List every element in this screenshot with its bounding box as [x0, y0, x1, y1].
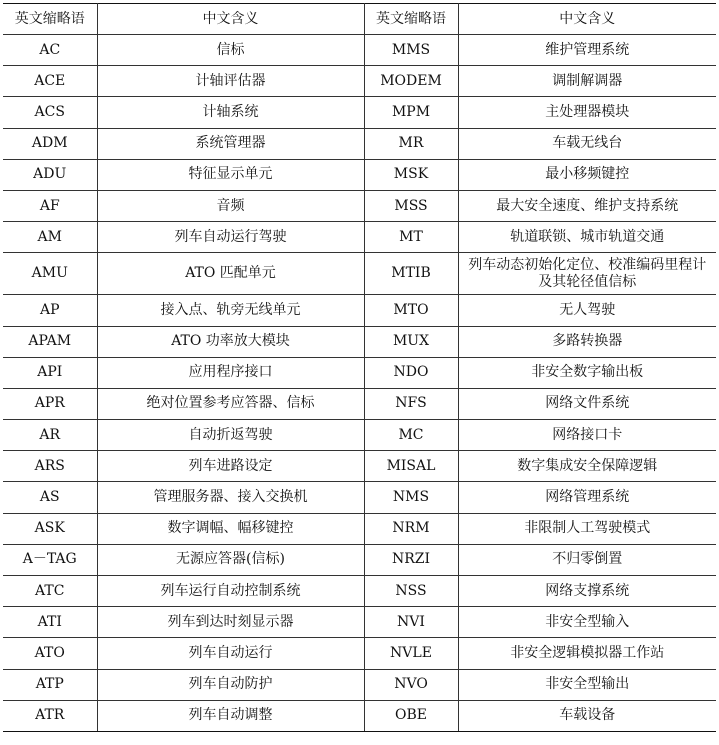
meaning-right-cell: 多路转换器	[458, 326, 716, 357]
abbr-left-cell: AC	[3, 35, 97, 66]
abbr-left-cell: APR	[3, 388, 97, 419]
table-row	[3, 451, 716, 482]
abbr-right-cell: NRZI	[364, 544, 458, 575]
meaning-right-cell: 维护管理系统	[458, 35, 716, 66]
header-abbr-right: 英文缩略语	[364, 4, 458, 35]
header-abbr-left: 英文缩略语	[3, 4, 97, 35]
meaning-left-cell: 数字调幅、幅移键控	[97, 513, 364, 544]
table-row	[3, 295, 716, 326]
abbr-right-cell: MSS	[364, 190, 458, 221]
abbr-left-cell: ASK	[3, 513, 97, 544]
abbr-right-cell: NVO	[364, 669, 458, 700]
abbr-left-cell: AR	[3, 420, 97, 451]
abbr-right-cell: NSS	[364, 576, 458, 607]
meaning-left-cell: 绝对位置参考应答器、信标	[97, 388, 364, 419]
meaning-left-cell: 列车进路设定	[97, 451, 364, 482]
table-header-row	[3, 4, 716, 35]
meaning-left-cell: 接入点、轨旁无线单元	[97, 295, 364, 326]
abbr-right-cell: NVLE	[364, 638, 458, 669]
abbr-left-cell: ADM	[3, 128, 97, 159]
meaning-left-cell: 信标	[97, 35, 364, 66]
meaning-right-cell: 最小移频键控	[458, 159, 716, 190]
abbr-left-cell: AP	[3, 295, 97, 326]
abbr-left-cell: ACE	[3, 66, 97, 97]
meaning-right-cell: 车载无线台	[458, 128, 716, 159]
table-row	[3, 128, 716, 159]
table-row	[3, 513, 716, 544]
meaning-left-cell: 特征显示单元	[97, 159, 364, 190]
abbr-left-cell: ADU	[3, 159, 97, 190]
abbr-right-cell: MTIB	[364, 253, 458, 295]
meaning-left-cell: 列车自动运行	[97, 638, 364, 669]
abbr-right-cell: OBE	[364, 700, 458, 731]
meaning-right-cell: 主处理器模块	[458, 97, 716, 128]
meaning-left-cell: 应用程序接口	[97, 357, 364, 388]
header-meaning-right: 中文含义	[458, 4, 716, 35]
meaning-right-cell: 最大安全速度、维护支持系统	[458, 190, 716, 221]
abbr-left-cell: AS	[3, 482, 97, 513]
abbr-right-cell: MPM	[364, 97, 458, 128]
meaning-left-cell: 列车自动防护	[97, 669, 364, 700]
table-row	[3, 544, 716, 575]
abbr-right-cell: MISAL	[364, 451, 458, 482]
table-row	[3, 576, 716, 607]
table-row	[3, 420, 716, 451]
meaning-right-cell: 网络管理系统	[458, 482, 716, 513]
table-row	[3, 638, 716, 669]
abbr-right-cell: NMS	[364, 482, 458, 513]
abbr-left-cell: APAM	[3, 326, 97, 357]
abbr-left-cell: A－TAG	[3, 544, 97, 575]
abbr-right-cell: MC	[364, 420, 458, 451]
meaning-right-cell: 非安全数字输出板	[458, 357, 716, 388]
abbr-right-cell: MT	[364, 222, 458, 253]
abbr-right-cell: NFS	[364, 388, 458, 419]
meaning-left-cell: 自动折返驾驶	[97, 420, 364, 451]
abbr-left-cell: AM	[3, 222, 97, 253]
abbr-right-cell: MR	[364, 128, 458, 159]
meaning-right-cell: 非限制人工驾驶模式	[458, 513, 716, 544]
header-meaning-left: 中文含义	[97, 4, 364, 35]
meaning-right-cell: 列车动态初始化定位、校准编码里程计及其轮径值信标	[458, 253, 716, 295]
table-row	[3, 482, 716, 513]
abbr-right-cell: NDO	[364, 357, 458, 388]
abbr-left-cell: AMU	[3, 253, 97, 295]
meaning-right-cell: 轨道联锁、城市轨道交通	[458, 222, 716, 253]
table-row	[3, 190, 716, 221]
table-row	[3, 607, 716, 638]
meaning-right-cell: 非安全型输出	[458, 669, 716, 700]
meaning-right-cell: 不归零倒置	[458, 544, 716, 575]
abbr-right-cell: MMS	[364, 35, 458, 66]
table-row	[3, 357, 716, 388]
table-row	[3, 700, 716, 731]
meaning-left-cell: 列车到达时刻显示器	[97, 607, 364, 638]
meaning-right-cell: 无人驾驶	[458, 295, 716, 326]
meaning-right-cell: 非安全逻辑模拟器工作站	[458, 638, 716, 669]
table-row	[3, 35, 716, 66]
meaning-left-cell: ATO 功率放大模块	[97, 326, 364, 357]
table-row	[3, 222, 716, 253]
table-row	[3, 253, 716, 295]
abbr-right-cell: NVI	[364, 607, 458, 638]
abbr-right-cell: NRM	[364, 513, 458, 544]
meaning-right-cell: 网络文件系统	[458, 388, 716, 419]
table-body	[3, 35, 716, 732]
meaning-left-cell: ATO 匹配单元	[97, 253, 364, 295]
abbr-left-cell: ARS	[3, 451, 97, 482]
table-row	[3, 388, 716, 419]
meaning-right-cell: 调制解调器	[458, 66, 716, 97]
meaning-right-cell: 车载设备	[458, 700, 716, 731]
abbr-left-cell: ATP	[3, 669, 97, 700]
abbr-right-cell: MUX	[364, 326, 458, 357]
abbr-left-cell: API	[3, 357, 97, 388]
meaning-right-cell: 网络接口卡	[458, 420, 716, 451]
meaning-right-cell: 网络支撑系统	[458, 576, 716, 607]
meaning-right-cell: 非安全型输入	[458, 607, 716, 638]
abbr-left-cell: ATC	[3, 576, 97, 607]
abbr-right-cell: MSK	[364, 159, 458, 190]
abbr-right-cell: MODEM	[364, 66, 458, 97]
abbr-left-cell: ATO	[3, 638, 97, 669]
meaning-left-cell: 列车运行自动控制系统	[97, 576, 364, 607]
abbr-right-cell: MTO	[364, 295, 458, 326]
meaning-left-cell: 音频	[97, 190, 364, 221]
table-row	[3, 669, 716, 700]
meaning-left-cell: 列车自动运行驾驶	[97, 222, 364, 253]
table-row	[3, 326, 716, 357]
table-row	[3, 159, 716, 190]
table-row	[3, 66, 716, 97]
abbr-left-cell: ATI	[3, 607, 97, 638]
meaning-left-cell: 系统管理器	[97, 128, 364, 159]
abbreviation-table	[3, 3, 716, 732]
abbr-left-cell: ATR	[3, 700, 97, 731]
meaning-left-cell: 列车自动调整	[97, 700, 364, 731]
meaning-left-cell: 无源应答器(信标)	[97, 544, 364, 575]
meaning-left-cell: 计轴评估器	[97, 66, 364, 97]
meaning-left-cell: 管理服务器、接入交换机	[97, 482, 364, 513]
meaning-right-cell: 数字集成安全保障逻辑	[458, 451, 716, 482]
abbr-left-cell: ACS	[3, 97, 97, 128]
table-row	[3, 97, 716, 128]
meaning-left-cell: 计轴系统	[97, 97, 364, 128]
abbr-left-cell: AF	[3, 190, 97, 221]
